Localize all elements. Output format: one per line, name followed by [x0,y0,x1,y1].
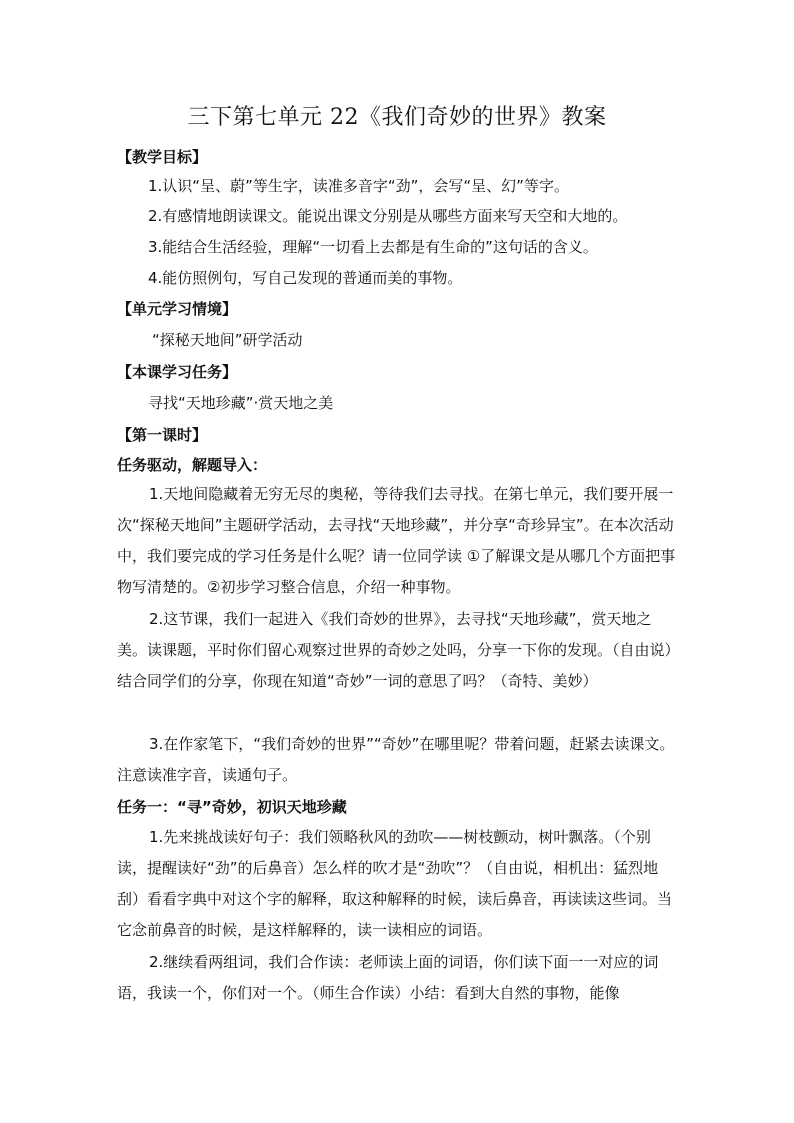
task1-heading: 任务一：“寻”奇妙，初识天地珍藏 [117,798,347,816]
document-title: 三下第七单元 22《我们奇妙的世界》教案 [187,105,607,130]
body-paragraph: 2.继续看两组词，我们合作读：老师读上面的词语，你们读下面一一对应的词语，我读一个，你们对一个。（师生合作读）小结：看到大自然的事物，能像 [117,953,659,1002]
body-paragraph: 1.先来挑战读好句子：我们领略秋风的劲吹——树枝颤动，树叶飘落。（个别读，提醒读好“劲”的后鼻音）怎么样的吹才是“劲吹”？（自由说，相机出：猛烈地刮）看看字典中对这个字的解释，取这种解释的时候，读后鼻音，再读读这些词。当它念前鼻音的时候，是这样解释的，读一读相应的词语。 [117,828,673,939]
lesson-heading: 【第一课时】 [117,426,208,444]
goal-item: 3.能结合生活经验，理解“一切看上去都是有生命的”这句话的含义。 [148,238,598,256]
drive-heading: 任务驱动，解题导入： [117,456,268,474]
task-text: 寻找“天地珍藏”·赏天地之美 [148,394,334,412]
body-paragraph: 3.在作家笔下，“我们奇妙的世界”“奇妙”在哪里呢？带着问题，赶紧去读课文。注意读准字音，读通句子。 [117,735,675,784]
goal-item: 2.有感情地朗读课文。能说出课文分别是从哪些方面来写天空和大地的。 [148,207,628,225]
situation-text: “探秘天地间”研学活动 [152,331,303,349]
goals-heading: 【教学目标】 [117,148,208,166]
task-heading: 【本课学习任务】 [117,363,238,381]
goal-item: 4.能仿照例句，写自己发现的普通而美的事物。 [148,269,463,287]
goal-item: 1.认识“呈、蔚”等生字，读准多音字“劲”，会写“呈、幻”等字。 [148,177,569,195]
body-paragraph: 2.这节课，我们一起进入《我们奇妙的世界》，去寻找“天地珍藏”，赏天地之美。读课题，平时你们留心观察过世界的奇妙之处吗，分享一下你的发现。（自由说）结合同学们的分享，你现在知道“奇妙”一词的意思了吗？（奇特、美妙） [117,610,673,690]
situation-heading: 【单元学习情境】 [117,300,238,318]
body-paragraph: 1.天地间隐藏着无穷无尽的奥秘，等待我们去寻找。在第七单元，我们要开展一次“探秘天地间”主题研学活动，去寻找“天地珍藏”，并分享“奇珍异宝”。在本次活动中，我们要完成的学习任务是什么呢？请一位同学读 ①了解课文是从哪几个方面把事物写清楚的。②初步学习整合信息，介绍一种事物。 [117,485,676,596]
